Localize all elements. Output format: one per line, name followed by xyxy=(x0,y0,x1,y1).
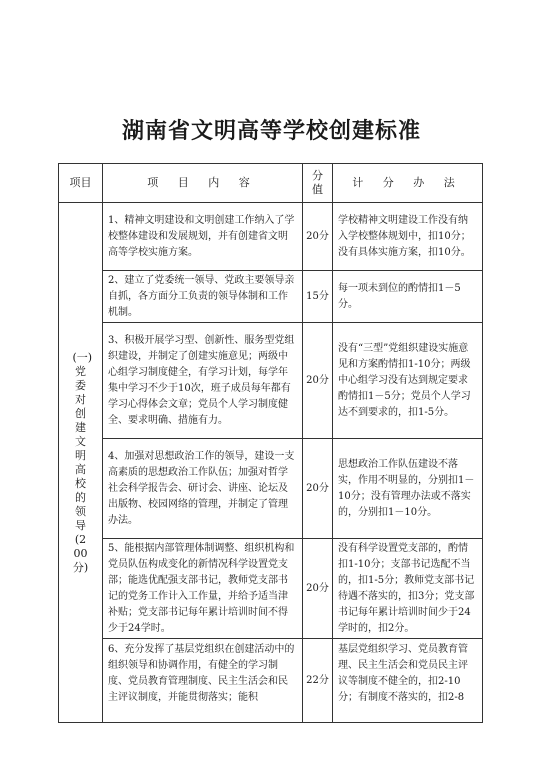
header-score: 分值 xyxy=(303,164,333,203)
table-row xyxy=(59,439,483,539)
row-method: 没有“三型”党组织建设实施意见和方案酌情扣1-10分；两级中心组学习没有达到规定要求酌情扣1－5分；党员个人学习达不到要求的，扣1-5分。 xyxy=(333,323,483,439)
header-method: 计 分 办 法 xyxy=(333,164,483,203)
row-content: 6、充分发挥了基层党组织在创建活动中的组织领导和协调作用，有健全的学习制度、党员教育管理制度、民主生活会和民主评议制度，并能贯彻落实；能积 xyxy=(103,639,303,723)
row-score: 20分 xyxy=(303,323,333,439)
table-row xyxy=(59,323,483,439)
category-cell xyxy=(59,203,103,723)
header-content: 项 目 内 容 xyxy=(103,164,303,203)
row-method: 没有科学设置党支部的，酌情扣1-10分；支部书记选配不当的，扣1-5分；教师党支部书记待遇不落实的，扣3分；党支部书记每年累计培训时间少于24学时的，扣2分。 xyxy=(333,539,483,639)
table-header-row xyxy=(59,164,483,203)
table-row xyxy=(59,639,483,723)
row-score: 22分 xyxy=(303,639,333,723)
row-score: 15分 xyxy=(303,271,333,323)
category-label: (一)党委对创建文明高校的领导(200分) xyxy=(72,350,93,574)
table-row xyxy=(59,539,483,639)
row-score: 20分 xyxy=(303,203,333,271)
row-score: 20分 xyxy=(303,439,333,539)
row-content: 5、能根据内部管理体制调整、组织机构和党员队伍构成变化的新情况科学设置党支部；能选优配强支部书记，教师党支部书记的党务工作计入工作量，并给予适当津补贴；党支部书记每年累计培训时间不得少于24学时。 xyxy=(103,539,303,639)
table-row xyxy=(59,271,483,323)
row-method: 思想政治工作队伍建设不落实，作用不明显的，分别扣1－10分；没有管理办法或不落实的，分别扣1－10分。 xyxy=(333,439,483,539)
row-content: 3、积极开展学习型、创新性、服务型党组织建设，并制定了创建实施意见；两级中心组学习制度健全，有学习计划，每学年集中学习不少于10次，班子成员每年都有学习心得体会文章；党员个人学习制度健全、要求明确、措施有力。 xyxy=(103,323,303,439)
standards-table xyxy=(58,163,483,723)
row-score: 20分 xyxy=(303,539,333,639)
row-content: 2、建立了党委统一领导、党政主要领导亲自抓，各方面分工负责的领导体制和工作机制。 xyxy=(103,271,303,323)
row-method: 基层党组织学习、党员教育管理、民主生活会和党员民主评议等制度不健全的，扣2-10分；有制度不落实的，扣2-8 xyxy=(333,639,483,723)
row-method: 学校精神文明建设工作没有纳入学校整体规划中，扣10分；没有具体实施方案，扣10分。 xyxy=(333,203,483,271)
page-title: 湖南省文明高等学校创建标准 xyxy=(121,118,421,144)
row-content: 4、加强对思想政治工作的领导，建设一支高素质的思想政治工作队伍；加强对哲学社会科学报告会、研讨会、讲座、论坛及出版物、校园网络的管理，并制定了管理办法。 xyxy=(103,439,303,539)
row-method: 每一项未到位的酌情扣1－5分。 xyxy=(333,271,483,323)
header-project: 项目 xyxy=(59,164,103,203)
table-row xyxy=(59,203,483,271)
row-content: 1、精神文明建设和文明创建工作纳入了学校整体建设和发展规划，并有创建省文明高等学校实施方案。 xyxy=(103,203,303,271)
